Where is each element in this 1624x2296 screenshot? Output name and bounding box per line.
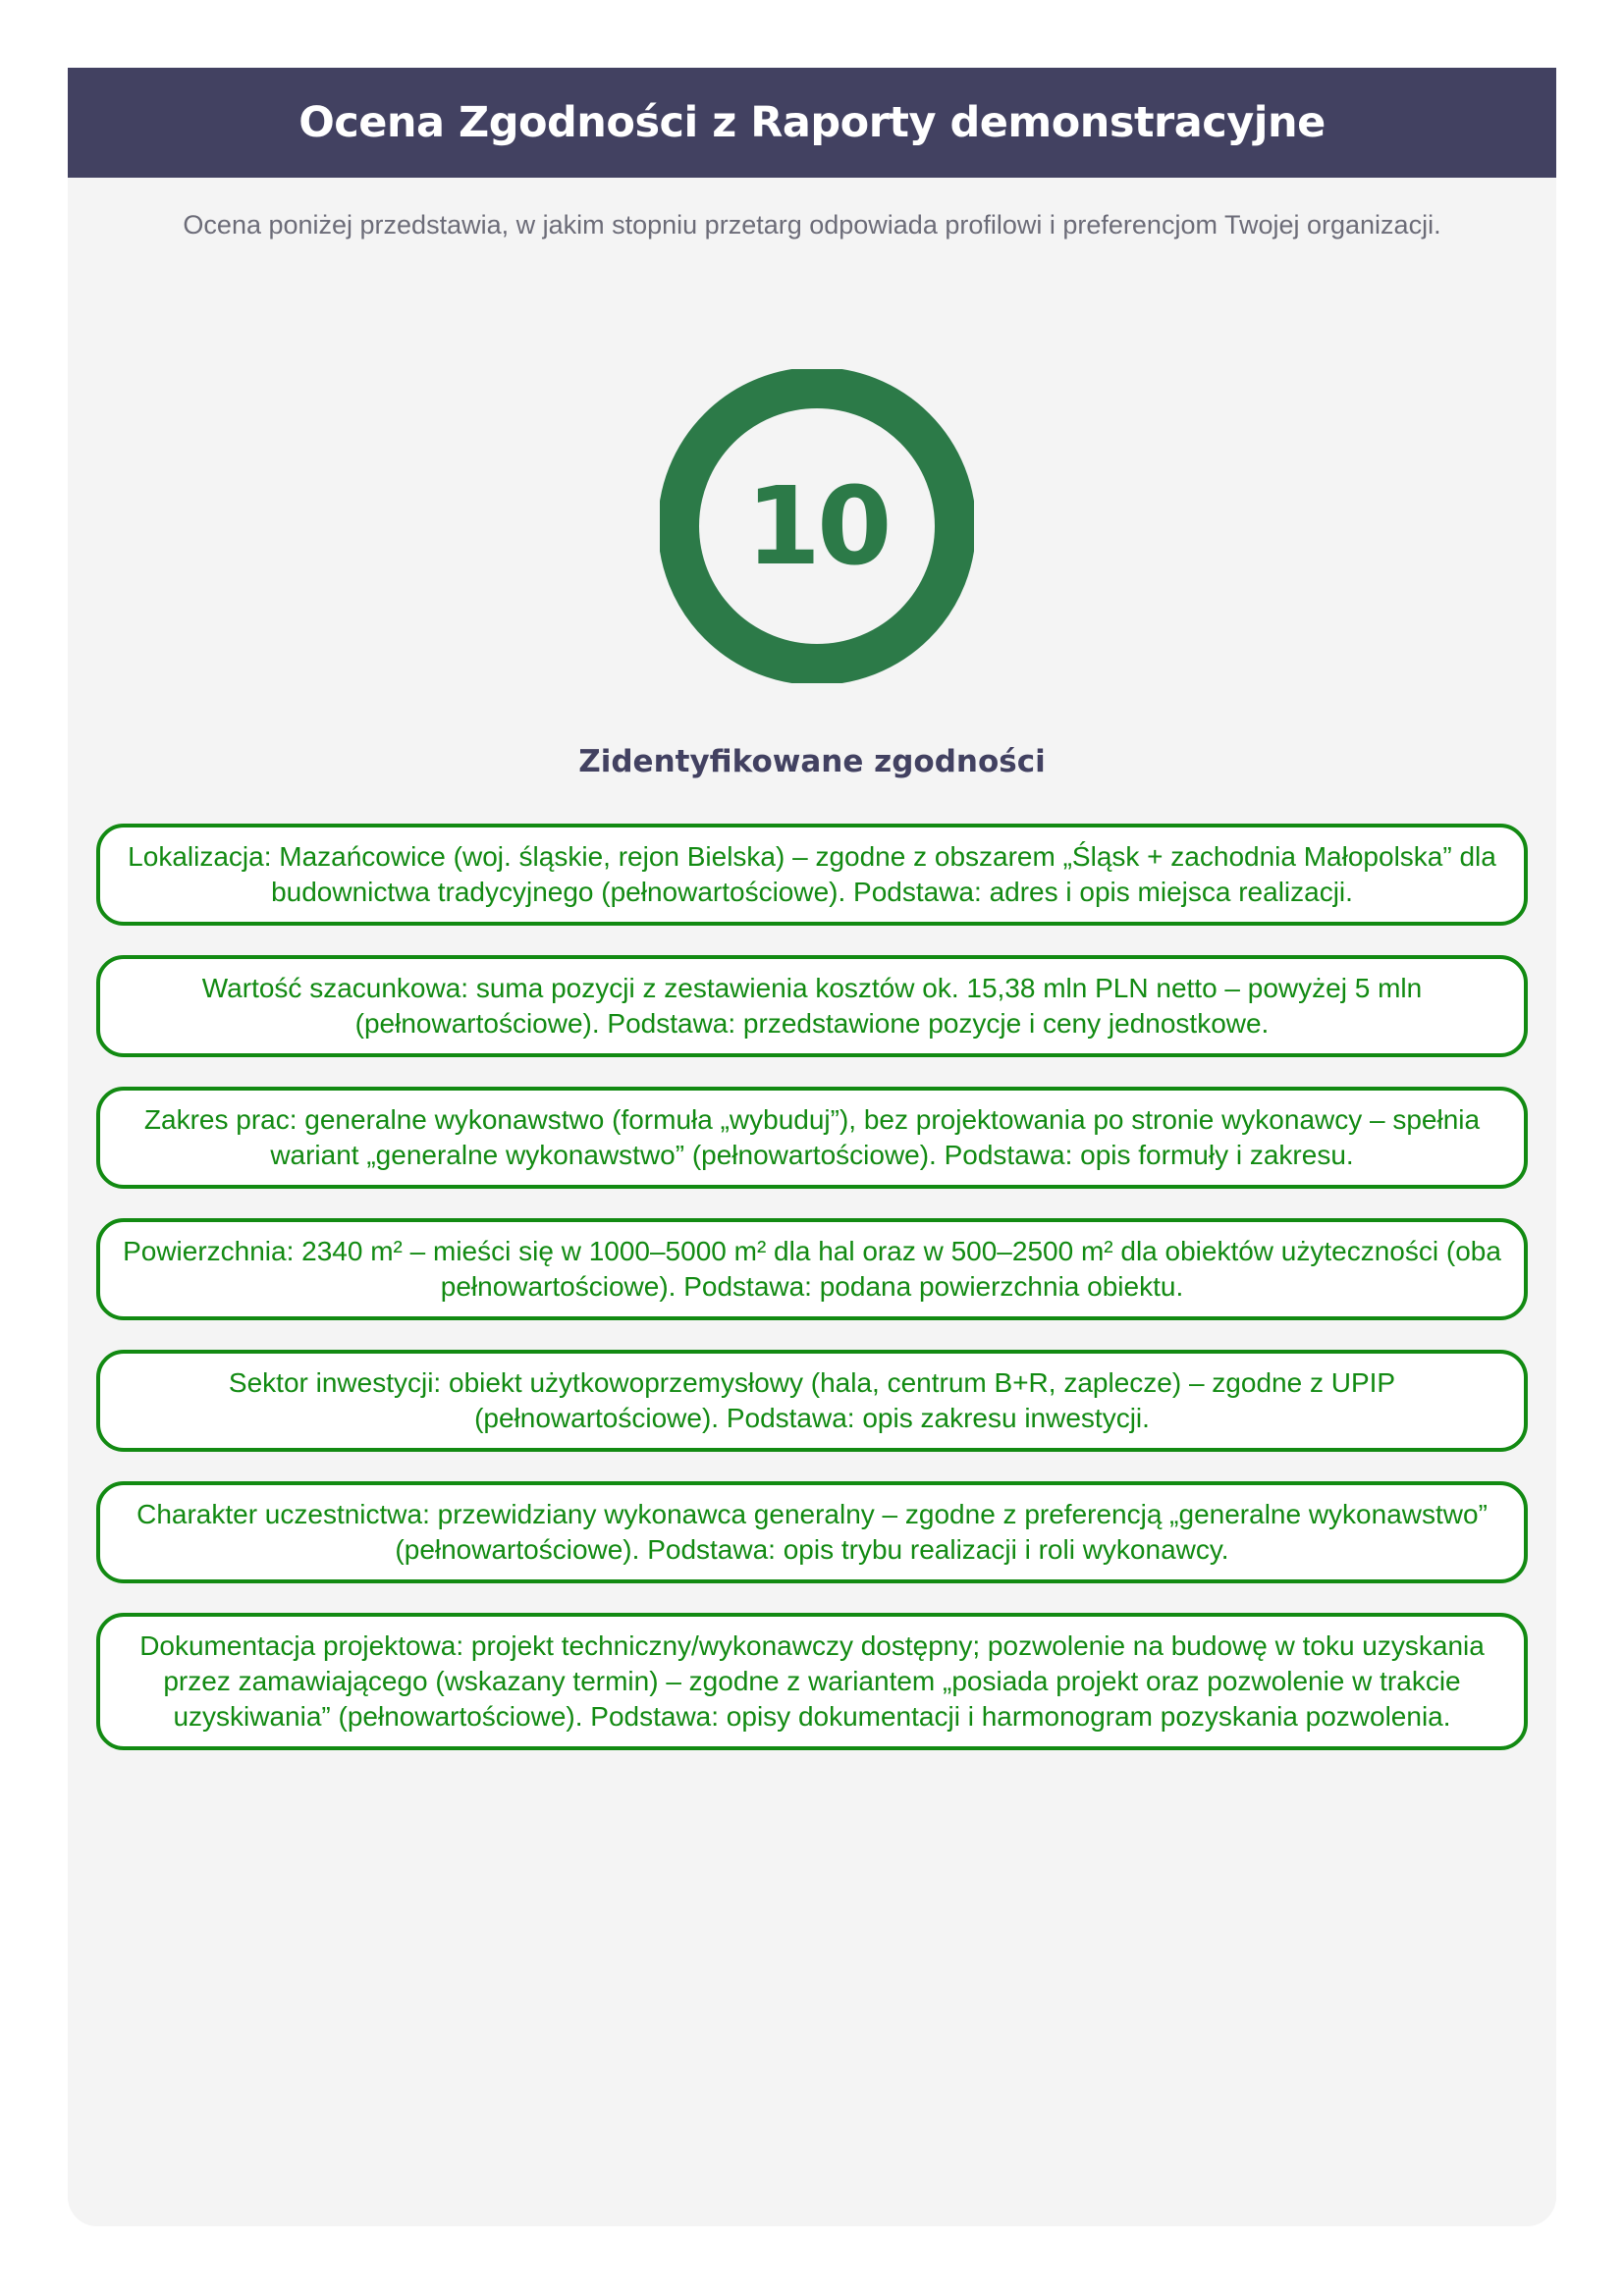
score-value: 10 [745, 463, 889, 589]
match-item: Zakres prac: generalne wykonawstwo (formuła „wybuduj”), bez projektowania po stronie wykonawcy – spełnia wariant „generalne wykonawstwo” (pełnowartościowe). Podstawa: opis formuły i zakresu. [96, 1087, 1528, 1189]
match-item: Lokalizacja: Mazańcowice (woj. śląskie, rejon Bielska) – zgodne z obszarem „Śląsk + zachodnia Małopolska” dla budownictwa tradycyjnego (pełnowartościowe). Podstawa: adres i opis miejsca realizacji. [96, 824, 1528, 926]
section-title: Zidentyfikowane zgodności [578, 744, 1046, 779]
report-card [68, 68, 1556, 2226]
match-item: Dokumentacja projektowa: projekt techniczny/wykonawczy dostępny; pozwolenie na budowę w toku uzyskania przez zamawiającego (wskazany termin) – zgodne z wariantem „posiada projekt oraz pozwolenie w trakcie uzyskiwania” (pełnowartościowe). Podstawa: opisy dokumentacji i harmonogram pozyskania pozwolenia. [96, 1613, 1528, 1750]
matches-list [96, 824, 1528, 1780]
match-item: Wartość szacunkowa: suma pozycji z zestawienia kosztów ok. 15,38 mln PLN netto – powyżej 5 mln (pełnowartościowe). Podstawa: przedstawione pozycje i ceny jednostkowe. [96, 955, 1528, 1057]
match-item: Charakter uczestnictwa: przewidziany wykonawca generalny – zgodne z preferencją „generalne wykonawstwo” (pełnowartościowe). Podstawa: opis trybu realizacji i roli wykonawcy. [96, 1481, 1528, 1583]
match-item: Sektor inwestycji: obiekt użytkowoprzemysłowy (hala, centrum B+R, zaplecze) – zgodne z UPIP (pełnowartościowe). Podstawa: opis zakresu inwestycji. [96, 1350, 1528, 1452]
match-item: Powierzchnia: 2340 m² – mieści się w 1000–5000 m² dla hal oraz w 500–2500 m² dla obiektów użyteczności (oba pełnowartościowe). Podstawa: podana powierzchnia obiektu. [96, 1218, 1528, 1320]
score-badge [660, 369, 974, 683]
report-header [68, 68, 1556, 178]
report-title: Ocena Zgodności z Raporty demonstracyjne [298, 98, 1326, 147]
intro-text: Ocena poniżej przedstawia, w jakim stopniu przetarg odpowiada profilowi i preferencjom Twojej organizacji. [183, 210, 1441, 240]
